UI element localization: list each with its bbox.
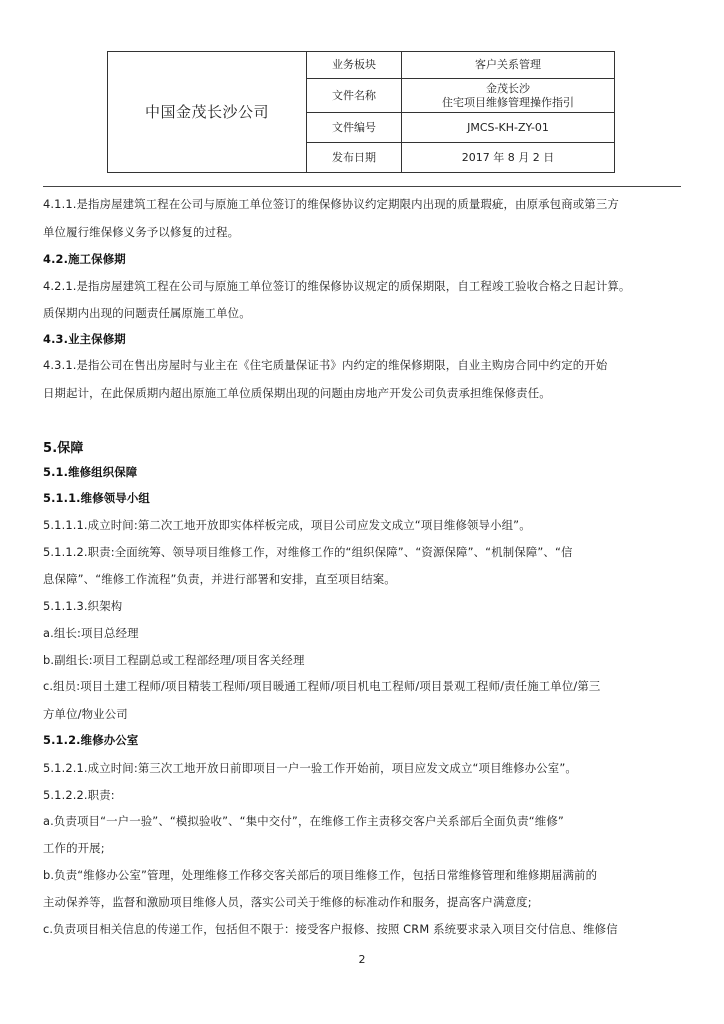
page-number: 2 [358, 953, 366, 966]
section-heading: 4.3.业主保修期 [43, 332, 126, 346]
body-line: c.组员:项目土建工程师/项目精装工程师/项目暖通工程师/项目机电工程师/项目景观工程师/责任施工单位/第三 [43, 679, 601, 693]
body-line: c.负责项目相关信息的传递工作，包括但不限于：接受客户报修、按照 CRM 系统要求录入项目交付信息、维修信 [43, 922, 618, 936]
body-line: 主动保养等，监督和激励项目维修人员，落实公司关于维修的标准动作和服务，提高客户满意度; [43, 895, 532, 909]
section-heading: 5.1.1.维修领导小组 [43, 491, 150, 505]
body-line: 工作的开展; [43, 841, 105, 855]
body-line: 日期起计，在此保质期内超出原施工单位质保期出现的问题由房地产开发公司负责承担维保修责任。 [43, 386, 551, 400]
body-line: b.副组长:项目工程副总或工程部经理/项目客关经理 [43, 653, 305, 667]
filename-line-2: 住宅项目维修管理操作指引 [442, 95, 574, 109]
header-label-business: 业务板块 [307, 52, 402, 79]
header-label-filename: 文件名称 [307, 79, 402, 113]
document-header-table [107, 51, 615, 173]
header-value-business: 客户关系管理 [402, 52, 615, 79]
body-line: 5.1.1.1.成立时间:第二次工地开放即实体样板完成，项目公司应发文成立“项目维修领导小组”。 [43, 518, 531, 532]
body-line: b.负责“维修办公室”管理，处理维修工作移交客关部后的项目维修工作，包括日常维修管理和维修期届满前的 [43, 868, 598, 882]
header-value-date: 2017 年 8 月 2 日 [402, 143, 615, 173]
body-line: 5.1.1.3.织架构 [43, 599, 123, 613]
body-line: 方单位/物业公司 [43, 707, 128, 721]
header-value-filename [402, 79, 615, 113]
header-value-fileno: JMCS-KH-ZY-01 [402, 113, 615, 143]
filename-line-1: 金茂长沙 [486, 81, 530, 95]
section-heading: 5.保障 [43, 441, 84, 456]
body-line: 5.1.1.2.职责:全面统筹、领导项目维修工作，对维修工作的“组织保障”、“资源保障”、“机制保障”、“信 [43, 545, 573, 559]
body-line: a.组长:项目总经理 [43, 626, 139, 640]
body-line: 4.1.1.是指房屋建筑工程在公司与原施工单位签订的维保修协议约定期限内出现的质量瑕疵，由原承包商或第三方 [43, 197, 619, 211]
body-line: 息保障”、“维修工作流程”负责，并进行部署和安排，直至项目结案。 [43, 572, 396, 586]
body-line: 5.1.2.2.职责: [43, 788, 115, 802]
company-name: 中国金茂长沙公司 [108, 52, 307, 173]
body-line: 4.2.1.是指房屋建筑工程在公司与原施工单位签订的维保修协议规定的质保期限，自工程竣工验收合格之日起计算。 [43, 279, 631, 293]
body-line: a.负责项目“一户一验”、“模拟验收”、“集中交付”，在维修工作主责移交客户关系部后全面负责“维修” [43, 814, 564, 828]
body-line: 5.1.2.1.成立时间:第三次工地开放日前即项目一户一验工作开始前，项目应发文成立“项目维修办公室”。 [43, 761, 577, 775]
body-line: 质保期内出现的问题责任属原施工单位。 [43, 306, 251, 320]
section-heading: 4.2.施工保修期 [43, 252, 126, 266]
section-heading: 5.1.维修组织保障 [43, 465, 138, 479]
body-line: 4.3.1.是指公司在售出房屋时与业主在《住宅质量保证书》内约定的维保修期限，自业主购房合同中约定的开始 [43, 358, 608, 372]
header-divider [43, 186, 681, 187]
body-line: 单位履行维保修义务予以修复的过程。 [43, 225, 240, 239]
section-heading: 5.1.2.维修办公室 [43, 733, 139, 747]
header-label-fileno: 文件编号 [307, 113, 402, 143]
header-label-date: 发布日期 [307, 143, 402, 173]
